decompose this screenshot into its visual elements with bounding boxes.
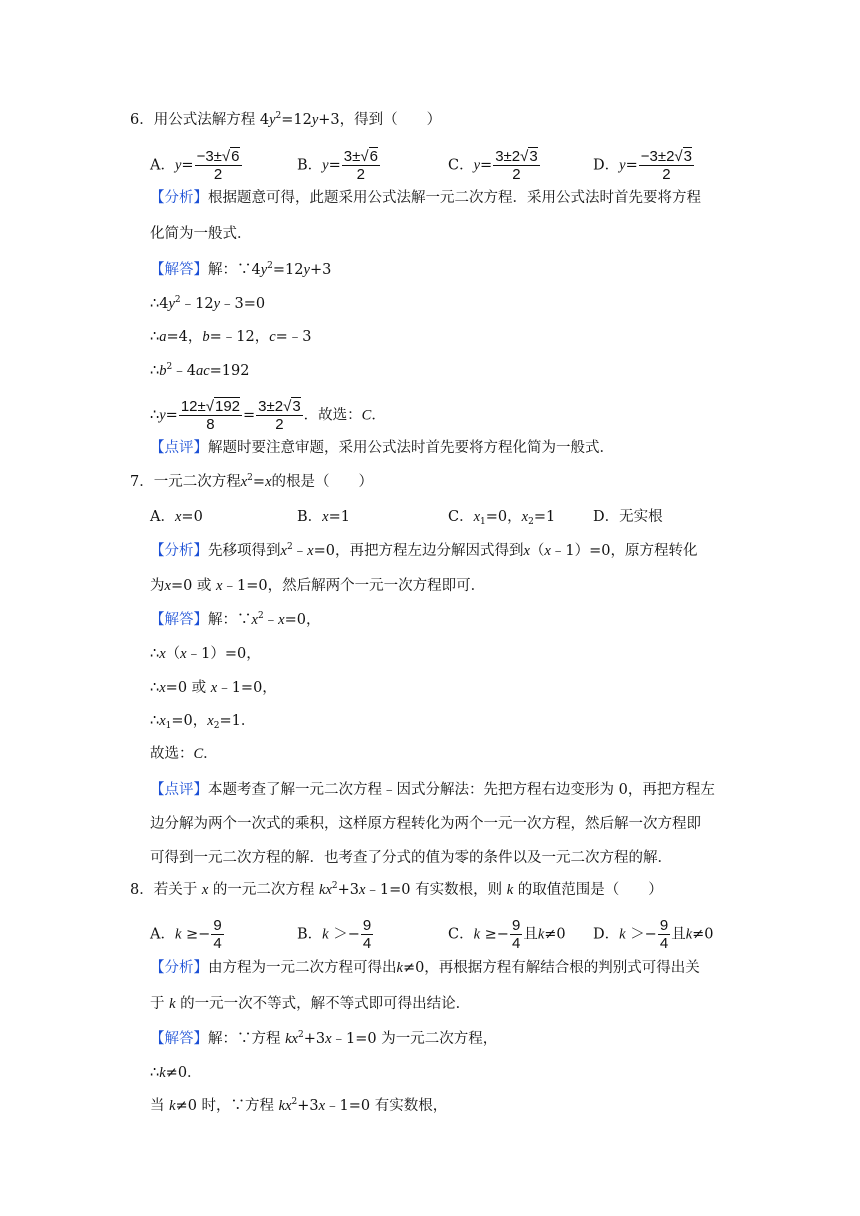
q6-answer-line5: ∴y= $\frac{12\pm√192}{8}$ = $\frac{3\pm 2√3}{2}$ ．故选：C． [150, 398, 386, 433]
q7-option-c: C．$x_1=0$，$x_2=1$ [448, 509, 556, 527]
q8-option-c: C．k ≥− $\frac{9}{4}$ 且k≠0 [448, 917, 566, 952]
q7-answer-line2: ∴x（x﹣1）=0， [150, 646, 261, 662]
q8-stem: 8．若关于 x 的一元二次方程 $kx^2+3x﹣1=0$ 有实数根，则 k 的取值范围是（ ） [130, 881, 663, 898]
q6-answer-line3: ∴a=4，b=﹣12，c=﹣3 [150, 329, 312, 345]
q7-option-b: B．x=1 [297, 509, 350, 525]
q6-option-a-fraction: $\frac{-3\pm√6}{2}$ [196, 148, 240, 183]
q8-option-b-fraction: $\frac{9}{4}$ [362, 917, 372, 952]
q6-answer-fraction-2: $\frac{3\pm 2√3}{2}$ [258, 398, 301, 433]
q6-option-b: B．y= $\frac{3\pm√6}{2}$ [297, 148, 378, 183]
q6-answer-line2: $\therefore 4y^2﹣12y﹣3=0$ [150, 295, 266, 312]
q8-option-a: A．k ≥− $\frac{9}{4}$ [150, 917, 222, 952]
q8-answer-line1: 【解答】解：∵方程 $kx^2+3x﹣1=0$ 为一元二次方程， [150, 1030, 498, 1047]
q7-comment-line3: 可得到一元二次方程的解．也考查了分式的值为零的条件以及一元二次方程的解． [150, 850, 672, 866]
q8-option-b: B．k ＞− $\frac{9}{4}$ [297, 917, 372, 952]
q6-option-a: A．y= $\frac{-3\pm√6}{2}$ [150, 148, 240, 183]
q7-answer-line5: 故选：C． [150, 746, 218, 762]
q6-analysis-line1: 【分析】根据题意可得，此题采用公式法解一元二次方程．采用公式法时首先要将方程 [150, 190, 701, 206]
q6-comment: 【点评】解题时要注意审题，采用公式法时首先要将方程化简为一般式． [150, 440, 614, 456]
q6-option-d: D．y= $\frac{-3\pm 2√3}{2}$ [593, 148, 692, 183]
q8-analysis-line2: 于 k 的一元一次不等式，解不等式即可得出结论． [150, 996, 471, 1012]
q8-answer-line2: ∴k≠0． [150, 1065, 202, 1081]
q7-analysis-line2: 为x=0 或 x﹣1=0，然后解两个一元一次方程即可． [150, 578, 486, 594]
q7-comment-line1: 【点评】本题考查了解一元二次方程﹣因式分解法：先把方程右边变形为 0，再把方程左 [150, 782, 715, 798]
q7-analysis-line1: 【分析】先移项得到$x^2﹣x=0$，再把方程左边分解因式得到x（x﹣1）=0，原方程转化 [150, 542, 698, 559]
q7-answer-line1: 【解答】解：$\because x^2﹣x=0$， [150, 611, 321, 628]
q8-option-d: D．k ＞− $\frac{9}{4}$ 且k≠0 [593, 917, 714, 952]
q7-option-a: A．x=0 [150, 509, 203, 525]
q6-option-c: C．y= $\frac{3\pm 2√3}{2}$ [448, 148, 538, 183]
q6-answer-fraction-1: $\frac{12\pm√192}{8}$ [180, 398, 241, 433]
q7-comment-line2: 边分解为两个一次式的乘积，这样原方程转化为两个一元一次方程，然后解一次方程即 [150, 816, 701, 832]
q8-option-a-fraction: $\frac{9}{4}$ [213, 917, 222, 952]
q6-option-d-fraction: $\frac{-3\pm 2√3}{2}$ [640, 148, 692, 183]
q8-analysis-line1: 【分析】由方程为一元二次方程可得出k≠0，再根据方程有解结合根的判别式可得出关 [150, 960, 700, 976]
q6-analysis-line2: 化简为一般式． [150, 226, 252, 242]
q6-option-b-fraction: $\frac{3\pm√6}{2}$ [343, 148, 378, 183]
q8-option-d-fraction: $\frac{9}{4}$ [659, 917, 669, 952]
q6-answer-line1: 【解答】解：$\because 4y^2=12y+3$ [150, 261, 332, 278]
q7-answer-line3: ∴x=0 或 x﹣1=0， [150, 680, 277, 696]
q6-answer-line4: $\therefore b^2﹣4ac=192$ [150, 362, 250, 379]
q6-stem: 6．用公式法解方程 $4y^2=12y+3$，得到（ ） [130, 111, 442, 128]
q8-option-c-fraction: $\frac{9}{4}$ [511, 917, 521, 952]
q8-answer-line3: 当 k≠0 时，∵方程 $kx^2+3x﹣1=0$ 有实数根， [150, 1097, 448, 1114]
q7-stem: 7．一元二次方程$x^2=x$的根是（ ） [130, 473, 373, 490]
q6-option-c-fraction: $\frac{3\pm 2√3}{2}$ [495, 148, 538, 183]
q7-answer-line4: $\therefore x_1=0$，$x_2=1$． [150, 713, 256, 731]
q7-option-d: D．无实根 [593, 509, 663, 525]
